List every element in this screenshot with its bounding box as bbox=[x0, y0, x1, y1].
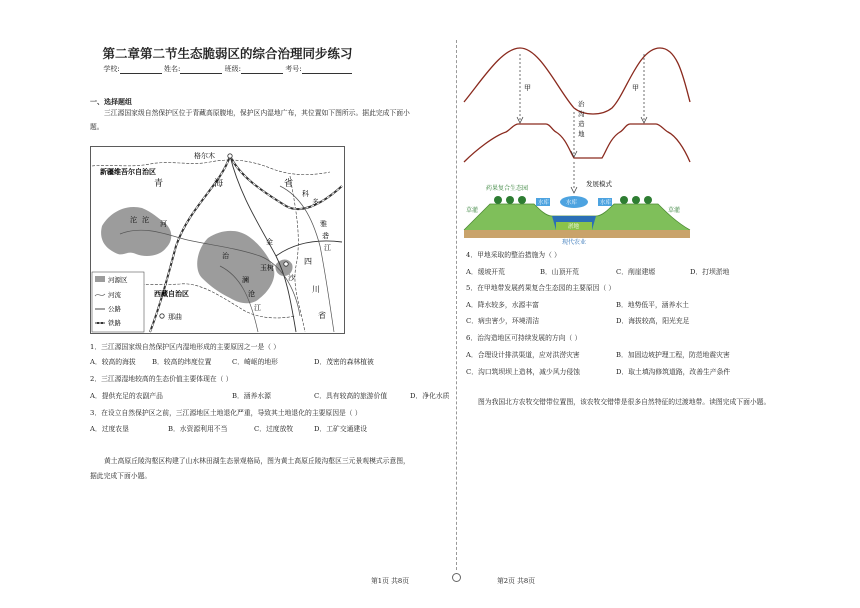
legend-source: 河源区 bbox=[108, 276, 128, 284]
diagram-jia-left: 甲 bbox=[524, 84, 531, 92]
map-label-tuo2: 沱 bbox=[142, 216, 149, 224]
map-label-tuo: 沱 bbox=[130, 216, 137, 224]
legend-river: 河流 bbox=[108, 291, 121, 299]
question-3-option-b[interactable]: B．水资源利用不当 bbox=[168, 425, 228, 433]
diagram-gully-3: 造 bbox=[578, 120, 585, 128]
question-6-stem: 6．治沟造地区可持续发展的方向（ ） bbox=[466, 334, 582, 342]
question-2-stem: 2．三江源湿地较高的生态价值主要体现在（ ） bbox=[90, 375, 233, 383]
field-school-label: 学校: bbox=[103, 65, 120, 73]
loess-landscape-diagram bbox=[462, 40, 692, 246]
diagram-jia-right: 甲 bbox=[632, 84, 639, 92]
map-label-sheng1: 省 bbox=[284, 179, 294, 189]
question-2-option-b[interactable]: B．涵养水源 bbox=[232, 392, 271, 400]
field-number-label: 考号: bbox=[285, 65, 302, 73]
question-5-option-d[interactable]: D．海拔较高，阳光充足 bbox=[616, 317, 690, 325]
map-label-naqu: 那曲 bbox=[168, 313, 182, 321]
question-6-option-a[interactable]: A．合理设计排洪渠道，应对洪涝灾害 bbox=[466, 351, 580, 359]
section3-intro: 图为我国北方农牧交错带位置图，该农牧交错带是很多自然特征的过渡地带。读图完成下面小题。 bbox=[478, 398, 771, 406]
map-label-xinjiang: 新疆维吾尔自治区 bbox=[100, 168, 156, 176]
question-3-option-c[interactable]: C．过度放牧 bbox=[254, 425, 294, 433]
map-label-geermu: 格尔木 bbox=[194, 152, 215, 160]
diagram-shrub-right: 草灌 bbox=[668, 207, 681, 214]
map-label-sha: 沙 bbox=[288, 274, 295, 282]
legend-railway: 铁路 bbox=[108, 319, 121, 327]
map-label-ke: 科 bbox=[302, 190, 309, 198]
student-info-fields bbox=[0, 64, 455, 74]
diagram-gully-1: 治 bbox=[578, 100, 585, 108]
question-3-option-d[interactable]: D．工矿交通建设 bbox=[314, 425, 368, 433]
question-5-option-c[interactable]: C．病虫害少，环境清洁 bbox=[466, 317, 540, 325]
diagram-shrub-left: 草灌 bbox=[466, 207, 479, 214]
section1-intro-cont: 题。 bbox=[90, 123, 104, 131]
question-1-option-b[interactable]: B．较高的纬度位置 bbox=[152, 358, 212, 366]
question-6-option-b[interactable]: B．加固边坡护理工程，防范地震灾害 bbox=[616, 351, 730, 359]
question-1-stem: 1．三江源国家级自然保护区内湿地形成的主要原因之一是（ ） bbox=[90, 343, 280, 351]
question-4-option-c[interactable]: C．削崖建塬 bbox=[616, 268, 656, 276]
footer-page-right: 第2页 共8页 bbox=[497, 577, 535, 585]
field-number-blank[interactable] bbox=[302, 65, 352, 74]
map-label-ya: 雅 bbox=[320, 220, 327, 228]
map-label-hai: 海 bbox=[214, 179, 224, 189]
question-3-stem: 3．在设立自然保护区之前，三江源地区土地退化严重，导致其土地退化的主要原因是（ ） bbox=[90, 409, 362, 417]
page-center-mark bbox=[452, 573, 461, 582]
diagram-silt: 淤地 bbox=[568, 224, 580, 230]
question-5-option-a[interactable]: A．降水较多，水源丰富 bbox=[466, 301, 539, 309]
question-1-option-c[interactable]: C．崎岖的地形 bbox=[232, 358, 278, 366]
question-5-stem: 5．在甲地带发展药果复合生态园的主要原因（ ） bbox=[466, 284, 616, 292]
map-label-sheng2: 省 bbox=[318, 311, 326, 320]
question-4-option-a[interactable]: A．缓坡开荒 bbox=[466, 268, 505, 276]
question-4-option-d[interactable]: D．打坝淤地 bbox=[690, 268, 730, 276]
question-6-option-c[interactable]: C．沟口筑坝坝上造林，减少风力侵蚀 bbox=[466, 368, 580, 376]
section-heading: 一、选择题组 bbox=[90, 98, 132, 106]
map-label-he1: 河 bbox=[160, 220, 167, 228]
map-label-cang: 沧 bbox=[248, 290, 255, 298]
question-4-stem: 4．甲地采取的整治措施为（ ） bbox=[466, 251, 561, 259]
diagram-mode-label: 发展模式 bbox=[586, 180, 612, 188]
diagram-pond-left: 水库 bbox=[538, 200, 550, 206]
map-legend bbox=[92, 272, 144, 332]
map-label-duo: 多 bbox=[312, 198, 319, 206]
diagram-modern-ag: 现代农业 bbox=[562, 239, 587, 246]
legend-swatch-source bbox=[95, 276, 105, 282]
field-name-blank[interactable] bbox=[180, 65, 222, 74]
diagram-gully-2: 沟 bbox=[578, 110, 585, 118]
section2-intro: 黄土高原丘陵沟壑区构建了山水林田湖生态景观格局，图为黄土高原丘陵沟壑区三元景观模式示意图， bbox=[104, 457, 410, 465]
question-3-option-a[interactable]: A．过度农垦 bbox=[90, 425, 129, 433]
question-1-option-a[interactable]: A．较高的海拔 bbox=[90, 358, 136, 366]
map-label-jiang: 江 bbox=[254, 304, 261, 312]
page-title: 第二章第二节生态脆弱区的综合治理同步练习 bbox=[102, 46, 353, 61]
diagram-fruit-label: 药果复合生态园 bbox=[486, 185, 529, 192]
diagram-pond-right: 水库 bbox=[600, 200, 612, 206]
column-divider bbox=[456, 40, 457, 570]
map-label-xizang: 西藏自治区 bbox=[154, 290, 189, 298]
footer-page-left: 第1页 共8页 bbox=[371, 577, 409, 585]
question-2-option-c[interactable]: C．具有较高的旅游价值 bbox=[314, 392, 388, 400]
section2-intro-cont: 据此完成下面小题。 bbox=[90, 472, 152, 480]
map-label-jin: 金 bbox=[266, 238, 273, 246]
map-label-chuan: 川 bbox=[312, 285, 320, 294]
map-label-yushu: 玉树 bbox=[260, 264, 274, 272]
map-label-long: 砻 bbox=[322, 232, 329, 240]
question-2-option-a[interactable]: A．提供充足的农副产品 bbox=[90, 392, 163, 400]
field-name-label: 姓名: bbox=[164, 65, 181, 73]
question-6-option-d[interactable]: D．取土填沟修筑道路，改善生产条件 bbox=[616, 368, 731, 376]
question-2-option-d[interactable]: D．净化水质 bbox=[410, 392, 450, 400]
question-1-option-d[interactable]: D．茂密的森林植被 bbox=[314, 358, 374, 366]
question-4-option-b[interactable]: B．山顶开荒 bbox=[540, 268, 579, 276]
diagram-gully-4: 地 bbox=[578, 130, 585, 138]
map-label-zhi: 治 bbox=[222, 252, 229, 260]
map-label-si: 四 bbox=[304, 257, 312, 266]
question-5-option-b[interactable]: B．地势低平，涵养水土 bbox=[616, 301, 689, 309]
sanjiangyuan-map bbox=[90, 146, 345, 334]
field-class-blank[interactable] bbox=[241, 65, 283, 74]
legend-road: 公路 bbox=[108, 305, 121, 313]
field-class-label: 班级: bbox=[224, 65, 241, 73]
diagram-reservoir: 水库 bbox=[566, 200, 578, 206]
section1-intro: 三江源国家级自然保护区位于青藏高原腹地，保护区内湿地广布，其位置如下图所示。据此完成下面小 bbox=[104, 109, 410, 117]
map-label-lan: 澜 bbox=[242, 276, 249, 284]
map-label-jiang2: 江 bbox=[324, 244, 331, 252]
map-label-qing: 青 bbox=[154, 179, 164, 189]
field-school-blank[interactable] bbox=[120, 65, 162, 74]
